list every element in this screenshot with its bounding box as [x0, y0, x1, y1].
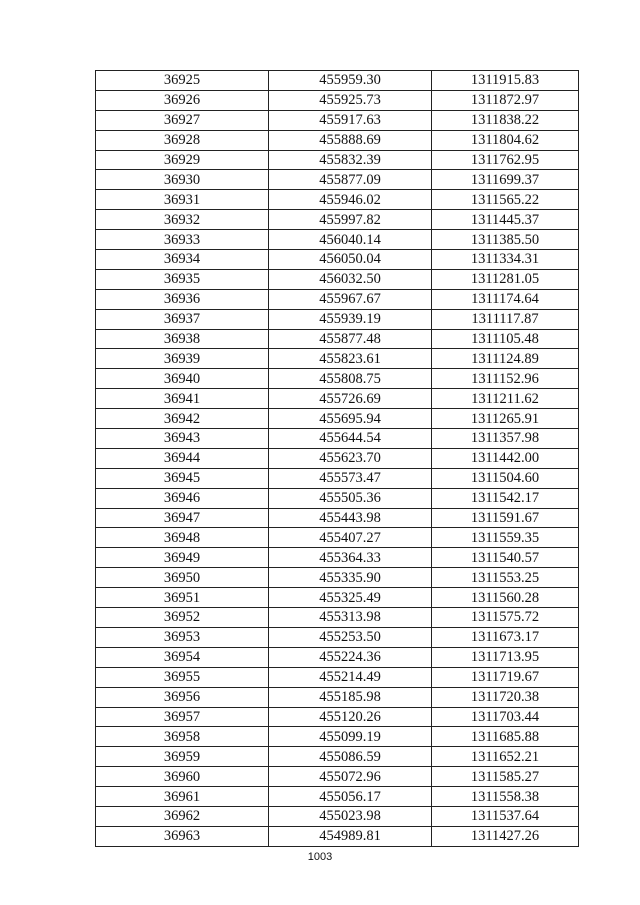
point-id-cell: 36940 — [96, 369, 269, 389]
table-row — [96, 787, 579, 807]
point-id-cell: 36956 — [96, 687, 269, 707]
x-coordinate-cell: 456032.50 — [269, 269, 432, 289]
point-id-cell: 36948 — [96, 528, 269, 548]
point-id-cell: 36959 — [96, 747, 269, 767]
table-row — [96, 369, 579, 389]
x-coordinate-cell: 455335.90 — [269, 568, 432, 588]
point-id-cell: 36930 — [96, 170, 269, 190]
y-coordinate-cell: 1311540.57 — [432, 548, 579, 568]
table-row — [96, 389, 579, 409]
y-coordinate-cell: 1311699.37 — [432, 170, 579, 190]
table-row — [96, 448, 579, 468]
y-coordinate-cell: 1311673.17 — [432, 627, 579, 647]
table-row — [96, 687, 579, 707]
table-row — [96, 588, 579, 608]
point-id-cell: 36925 — [96, 71, 269, 91]
x-coordinate-cell: 455072.96 — [269, 767, 432, 787]
point-id-cell: 36955 — [96, 667, 269, 687]
x-coordinate-cell: 455023.98 — [269, 806, 432, 826]
point-id-cell: 36951 — [96, 588, 269, 608]
y-coordinate-cell: 1311558.38 — [432, 787, 579, 807]
x-coordinate-cell: 455695.94 — [269, 409, 432, 429]
y-coordinate-cell: 1311762.95 — [432, 150, 579, 170]
point-id-cell: 36961 — [96, 787, 269, 807]
y-coordinate-cell: 1311211.62 — [432, 389, 579, 409]
y-coordinate-cell: 1311560.28 — [432, 588, 579, 608]
x-coordinate-cell: 455726.69 — [269, 389, 432, 409]
point-id-cell: 36950 — [96, 568, 269, 588]
point-id-cell: 36953 — [96, 627, 269, 647]
table-row — [96, 767, 579, 787]
x-coordinate-cell: 455364.33 — [269, 548, 432, 568]
table-row — [96, 90, 579, 110]
y-coordinate-cell: 1311575.72 — [432, 608, 579, 628]
x-coordinate-cell: 455214.49 — [269, 667, 432, 687]
y-coordinate-cell: 1311265.91 — [432, 409, 579, 429]
point-id-cell: 36931 — [96, 190, 269, 210]
x-coordinate-cell: 455888.69 — [269, 130, 432, 150]
table-row — [96, 289, 579, 309]
table-row — [96, 707, 579, 727]
table-row — [96, 488, 579, 508]
point-id-cell: 36954 — [96, 647, 269, 667]
y-coordinate-cell: 1311915.83 — [432, 71, 579, 91]
y-coordinate-cell: 1311537.64 — [432, 806, 579, 826]
y-coordinate-cell: 1311585.27 — [432, 767, 579, 787]
table-row — [96, 250, 579, 270]
point-id-cell: 36952 — [96, 608, 269, 628]
y-coordinate-cell: 1311385.50 — [432, 230, 579, 250]
y-coordinate-cell: 1311427.26 — [432, 826, 579, 846]
point-id-cell: 36928 — [96, 130, 269, 150]
y-coordinate-cell: 1311713.95 — [432, 647, 579, 667]
table-row — [96, 409, 579, 429]
x-coordinate-cell: 454989.81 — [269, 826, 432, 846]
point-id-cell: 36963 — [96, 826, 269, 846]
y-coordinate-cell: 1311719.67 — [432, 667, 579, 687]
table-row — [96, 727, 579, 747]
y-coordinate-cell: 1311334.31 — [432, 250, 579, 270]
point-id-cell: 36939 — [96, 349, 269, 369]
page-number: 1003 — [307, 851, 333, 863]
point-id-cell: 36927 — [96, 110, 269, 130]
table-row — [96, 269, 579, 289]
y-coordinate-cell: 1311565.22 — [432, 190, 579, 210]
x-coordinate-cell: 455946.02 — [269, 190, 432, 210]
point-id-cell: 36932 — [96, 210, 269, 230]
table-row — [96, 170, 579, 190]
x-coordinate-cell: 455086.59 — [269, 747, 432, 767]
table-row — [96, 806, 579, 826]
point-id-cell: 36934 — [96, 250, 269, 270]
x-coordinate-cell: 455505.36 — [269, 488, 432, 508]
y-coordinate-cell: 1311504.60 — [432, 468, 579, 488]
x-coordinate-cell: 455808.75 — [269, 369, 432, 389]
table-row — [96, 329, 579, 349]
x-coordinate-cell: 455939.19 — [269, 309, 432, 329]
x-coordinate-cell: 455056.17 — [269, 787, 432, 807]
y-coordinate-cell: 1311117.87 — [432, 309, 579, 329]
y-coordinate-cell: 1311357.98 — [432, 429, 579, 449]
y-coordinate-cell: 1311105.48 — [432, 329, 579, 349]
point-id-cell: 36929 — [96, 150, 269, 170]
x-coordinate-cell: 456040.14 — [269, 230, 432, 250]
table-row — [96, 190, 579, 210]
point-id-cell: 36947 — [96, 508, 269, 528]
point-id-cell: 36962 — [96, 806, 269, 826]
x-coordinate-cell: 455823.61 — [269, 349, 432, 369]
x-coordinate-cell: 455997.82 — [269, 210, 432, 230]
point-id-cell: 36945 — [96, 468, 269, 488]
table-row — [96, 130, 579, 150]
x-coordinate-cell: 455224.36 — [269, 647, 432, 667]
table-row — [96, 468, 579, 488]
point-id-cell: 36935 — [96, 269, 269, 289]
table-row — [96, 568, 579, 588]
y-coordinate-cell: 1311281.05 — [432, 269, 579, 289]
point-id-cell: 36943 — [96, 429, 269, 449]
table-row — [96, 826, 579, 846]
table-row — [96, 71, 579, 91]
point-id-cell: 36946 — [96, 488, 269, 508]
point-id-cell: 36933 — [96, 230, 269, 250]
point-id-cell: 36936 — [96, 289, 269, 309]
point-id-cell: 36941 — [96, 389, 269, 409]
x-coordinate-cell: 455644.54 — [269, 429, 432, 449]
table-row — [96, 210, 579, 230]
y-coordinate-cell: 1311152.96 — [432, 369, 579, 389]
table-row — [96, 608, 579, 628]
x-coordinate-cell: 455623.70 — [269, 448, 432, 468]
table-row — [96, 647, 579, 667]
point-id-cell: 36957 — [96, 707, 269, 727]
y-coordinate-cell: 1311720.38 — [432, 687, 579, 707]
y-coordinate-cell: 1311124.89 — [432, 349, 579, 369]
x-coordinate-cell: 455313.98 — [269, 608, 432, 628]
table-row — [96, 667, 579, 687]
point-id-cell: 36944 — [96, 448, 269, 468]
table-body — [96, 71, 579, 847]
coordinates-table — [95, 70, 579, 847]
x-coordinate-cell: 455325.49 — [269, 588, 432, 608]
table-row — [96, 230, 579, 250]
table-row — [96, 349, 579, 369]
table-row — [96, 429, 579, 449]
table-row — [96, 508, 579, 528]
y-coordinate-cell: 1311703.44 — [432, 707, 579, 727]
y-coordinate-cell: 1311559.35 — [432, 528, 579, 548]
point-id-cell: 36937 — [96, 309, 269, 329]
table-row — [96, 548, 579, 568]
table-row — [96, 627, 579, 647]
x-coordinate-cell: 455253.50 — [269, 627, 432, 647]
x-coordinate-cell: 455832.39 — [269, 150, 432, 170]
point-id-cell: 36960 — [96, 767, 269, 787]
y-coordinate-cell: 1311838.22 — [432, 110, 579, 130]
y-coordinate-cell: 1311542.17 — [432, 488, 579, 508]
table-row — [96, 150, 579, 170]
x-coordinate-cell: 455877.48 — [269, 329, 432, 349]
point-id-cell: 36926 — [96, 90, 269, 110]
point-id-cell: 36949 — [96, 548, 269, 568]
x-coordinate-cell: 455120.26 — [269, 707, 432, 727]
x-coordinate-cell: 455917.63 — [269, 110, 432, 130]
point-id-cell: 36958 — [96, 727, 269, 747]
y-coordinate-cell: 1311174.64 — [432, 289, 579, 309]
point-id-cell: 36938 — [96, 329, 269, 349]
x-coordinate-cell: 455959.30 — [269, 71, 432, 91]
x-coordinate-cell: 455443.98 — [269, 508, 432, 528]
table-row — [96, 528, 579, 548]
x-coordinate-cell: 455185.98 — [269, 687, 432, 707]
y-coordinate-cell: 1311442.00 — [432, 448, 579, 468]
y-coordinate-cell: 1311591.67 — [432, 508, 579, 528]
x-coordinate-cell: 455967.67 — [269, 289, 432, 309]
x-coordinate-cell: 455877.09 — [269, 170, 432, 190]
table-row — [96, 110, 579, 130]
x-coordinate-cell: 455925.73 — [269, 90, 432, 110]
table-row — [96, 309, 579, 329]
x-coordinate-cell: 455573.47 — [269, 468, 432, 488]
x-coordinate-cell: 455099.19 — [269, 727, 432, 747]
y-coordinate-cell: 1311685.88 — [432, 727, 579, 747]
x-coordinate-cell: 455407.27 — [269, 528, 432, 548]
y-coordinate-cell: 1311804.62 — [432, 130, 579, 150]
y-coordinate-cell: 1311872.97 — [432, 90, 579, 110]
table-row — [96, 747, 579, 767]
point-id-cell: 36942 — [96, 409, 269, 429]
y-coordinate-cell: 1311553.25 — [432, 568, 579, 588]
y-coordinate-cell: 1311652.21 — [432, 747, 579, 767]
x-coordinate-cell: 456050.04 — [269, 250, 432, 270]
y-coordinate-cell: 1311445.37 — [432, 210, 579, 230]
